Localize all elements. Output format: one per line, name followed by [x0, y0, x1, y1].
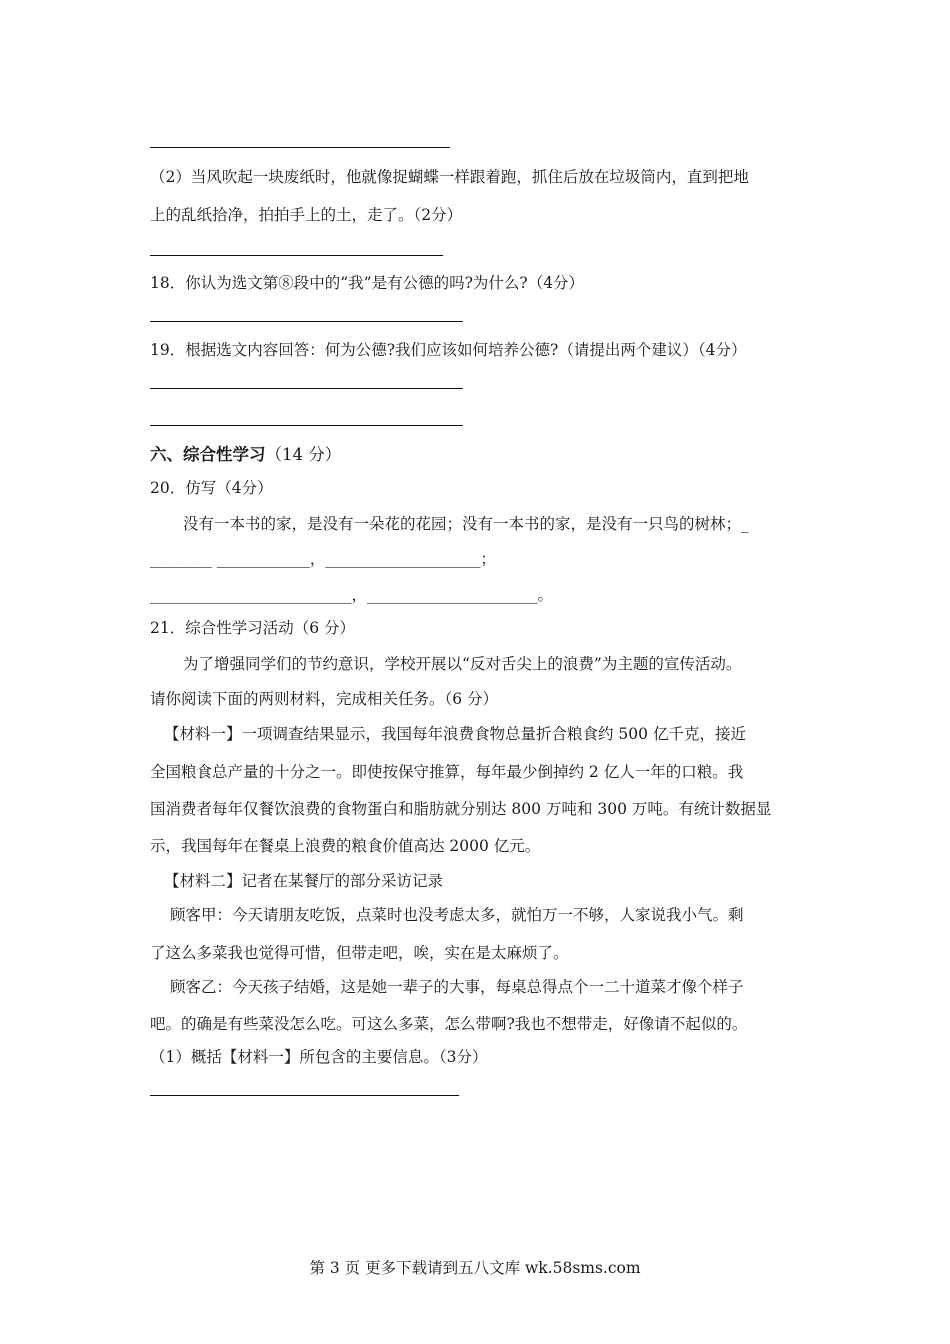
- question-18: 18．你认为选文第⑧段中的“我”是有公德的吗?为什么?（4分）: [150, 274, 585, 292]
- material-1-line-3: 国消费者每年仅餐饮浪费的食物蛋白和脂肪就分别达 800 万吨和 300 万吨。有统计数据显: [150, 800, 772, 818]
- answer-line: [150, 388, 463, 389]
- answer-line: [150, 425, 463, 426]
- question-21-intro-2: 请你阅读下面的两则材料，完成相关任务。（6 分）: [150, 690, 499, 708]
- question-20-blank-1: ________ ____________，____________________；: [150, 550, 496, 568]
- page-footer: 第 3 页 更多下载请到五八文库 wk.58sms.com: [309, 1259, 641, 1277]
- question-21-intro-1: 为了增强同学们的节约意识，学校开展以“反对舌尖上的浪费”为主题的宣传活动。: [183, 655, 742, 673]
- material-2-title: 【材料二】记者在某餐厅的部分采访记录: [164, 872, 444, 890]
- question-21: 21．综合性学习活动（6 分）: [150, 619, 356, 637]
- question-20-prompt: 没有一本书的家，是没有一朵花的花园；没有一本书的家，是没有一只鸟的树林；_: [183, 515, 749, 533]
- question-17-2-line-1: （2）当风吹起一块废纸时，他就像捉蝴蝶一样跟着跑，抓住后放在垃圾筒内，直到把地: [150, 168, 749, 186]
- section-6-title: 六、综合性学习: [150, 445, 266, 464]
- answer-line: [150, 321, 463, 322]
- customer-a-line-1: 顾客甲：今天请朋友吃饭，点菜时也没考虑太多，就怕万一不够，人家说我小气。剩: [170, 906, 744, 924]
- material-1-line-2: 全国粮食总产量的十分之一。即使按保守推算，每年最少倒掉约 2 亿人一年的口粮。我: [150, 763, 744, 781]
- answer-line: [150, 255, 443, 256]
- section-6-score: （14 分）: [265, 445, 342, 464]
- material-1-line-1: 【材料一】一项调查结果显示，我国每年浪费食物总量折合粮食约 500 亿千克，接近: [164, 725, 746, 743]
- question-21-1: （1）概括【材料一】所包含的主要信息。（3分）: [150, 1048, 488, 1066]
- question-17-2-line-2: 上的乱纸拾净，拍拍手上的土，走了。（2分）: [150, 206, 463, 224]
- customer-b-line-1: 顾客乙：今天孩子结婚，这是她一辈子的大事，每桌总得点个一二十道菜才像个样子: [170, 978, 744, 996]
- question-20-blank-2: __________________________，______________________。: [150, 586, 554, 604]
- customer-b-line-2: 吧。的确是有些菜没怎么吃。可这么多菜，怎么带啊?我也不想带走，好像请不起似的。: [150, 1015, 748, 1033]
- question-20: 20．仿写（4分）: [150, 479, 273, 497]
- section-6-heading: [150, 441, 341, 465]
- answer-line: [150, 1095, 459, 1096]
- material-1-line-4: 示，我国每年在餐桌上浪费的粮食价值高达 2000 亿元。: [150, 837, 541, 855]
- question-19: 19．根据选文内容回答：何为公德?我们应该如何培养公德?（请提出两个建议）（4分）: [150, 341, 747, 359]
- customer-a-line-2: 了这么多菜我也觉得可惜，但带走吧，唉，实在是太麻烦了。: [150, 944, 569, 962]
- answer-line: [150, 147, 450, 148]
